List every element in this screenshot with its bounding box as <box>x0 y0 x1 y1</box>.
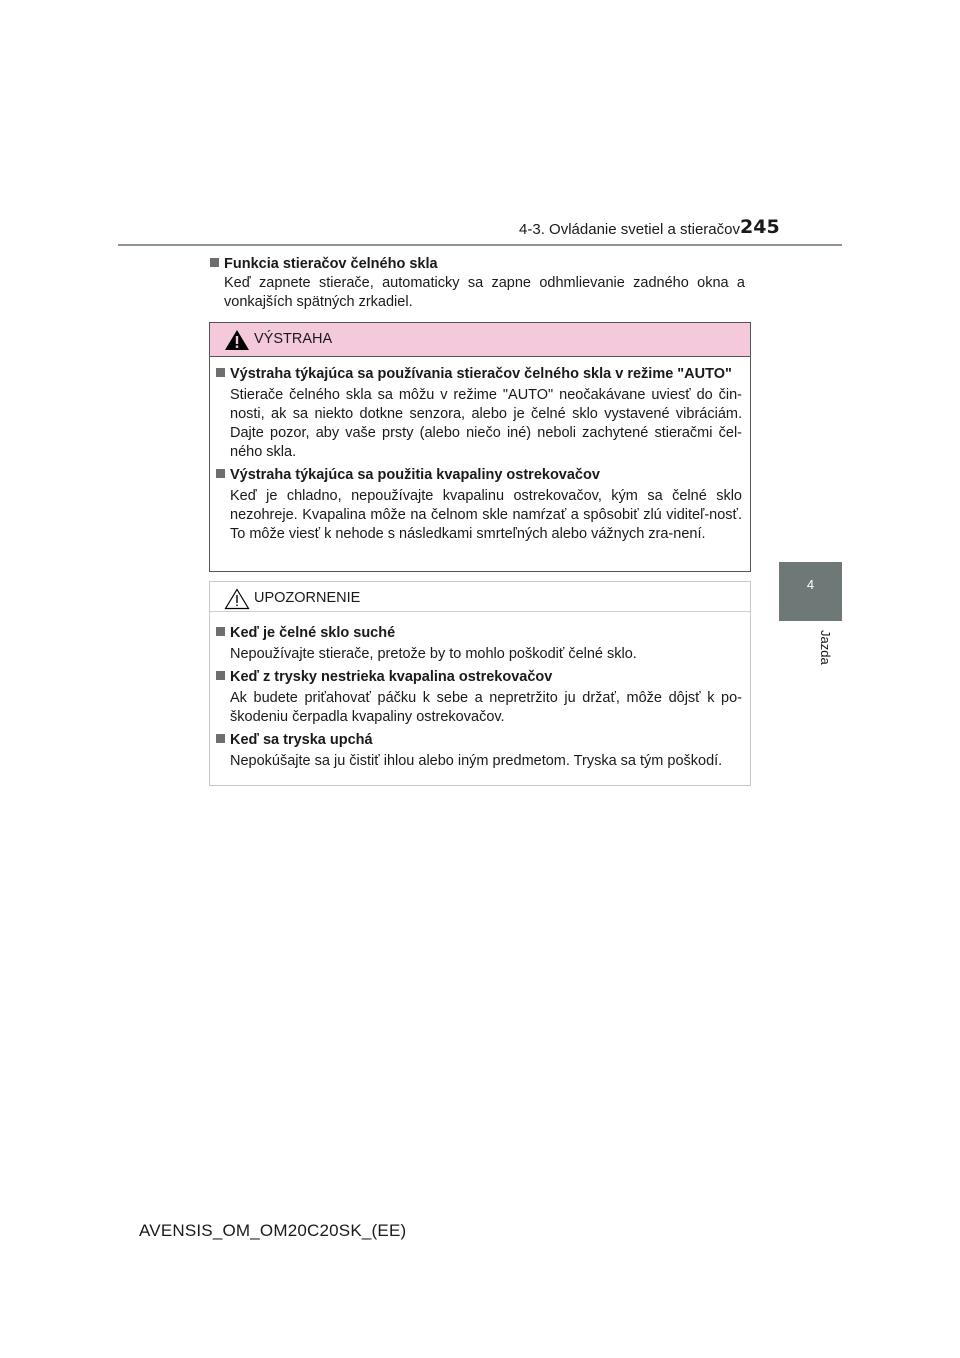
caution-item-heading: Keď z trysky nestrieka kvapalina ostrekovačov <box>230 669 553 685</box>
warning-item-heading: Výstraha týkajúca sa použitia kvapaliny ostrekovačov <box>230 467 600 483</box>
caution-header <box>210 582 750 612</box>
chapter-label: Jazda <box>818 630 833 665</box>
square-bullet-icon <box>216 469 225 478</box>
warning-box <box>209 322 751 572</box>
intro-heading-text: Funkcia stieračov čelného skla <box>224 256 438 272</box>
warning-item <box>216 365 742 462</box>
section-title: 4-3. Ovládanie svetiel a stieračov <box>519 221 740 238</box>
warning-header <box>210 323 750 357</box>
square-bullet-icon <box>216 734 225 743</box>
caution-triangle-icon <box>224 588 250 610</box>
caution-item-heading: Keď je čelné sklo suché <box>230 625 396 641</box>
header-rule <box>118 244 842 246</box>
caution-item-heading: Keď sa tryska upchá <box>230 732 373 748</box>
caution-item-text: Nepokúšajte sa ju čistiť ihlou alebo iným predmetom. Tryska sa tým poškodí. <box>230 753 723 769</box>
warning-item-text: Keď je chladno, nepoužívajte kvapalinu ostrekovačov, kým sa čelné sklo nezohreje. Kvapalina môže na čelnom skle namŕzať a spôsobiť zlú viditeľ-nosť. To môže viesť k nehode s následkami smrteľných alebo vážnych zra-není. <box>230 488 742 542</box>
intro-text: Keď zapnete stierače, automaticky sa zapne odhmlievanie zadného okna a vonkajších spätných zrkadiel. <box>224 275 745 310</box>
caution-item-text: Ak budete priťahovať páčku k sebe a nepretržito ju držať, môže dôjsť k po-škodeniu čerpadla kvapaliny ostrekovačov. <box>230 690 742 725</box>
square-bullet-icon <box>216 368 225 377</box>
caution-item <box>216 668 742 727</box>
square-bullet-icon <box>216 671 225 680</box>
square-bullet-icon <box>216 627 225 636</box>
warning-title: VÝSTRAHA <box>254 331 333 347</box>
caution-item-text: Nepoužívajte stierače, pretože by to mohlo poškodiť čelné sklo. <box>230 646 637 662</box>
square-bullet-icon <box>210 258 219 267</box>
warning-item-heading: Výstraha týkajúca sa používania stieračov čelného skla v režime "AUTO" <box>230 366 732 382</box>
intro-section <box>210 255 745 312</box>
caution-title: UPOZORNENIE <box>254 590 361 606</box>
page-number: 245 <box>740 216 780 238</box>
caution-box <box>209 581 751 786</box>
chapter-tab: 4 <box>779 562 842 621</box>
caution-item <box>216 624 742 664</box>
document-code: AVENSIS_OM_OM20C20SK_(EE) <box>139 1221 407 1240</box>
caution-item <box>216 731 742 771</box>
warning-item <box>216 466 742 544</box>
intro-heading <box>210 255 745 274</box>
warning-item-text: Stierače čelného skla sa môžu v režime "AUTO" neočakávane uviesť do čin-nosti, ak sa niekto dotkne senzora, alebo je čelné sklo vystavené vibráciám. Dajte pozor, aby vaše prsty (alebo niečo iné) neboli zachytené stieračmi čel-ného skla. <box>230 387 742 460</box>
warning-triangle-icon <box>224 329 250 351</box>
